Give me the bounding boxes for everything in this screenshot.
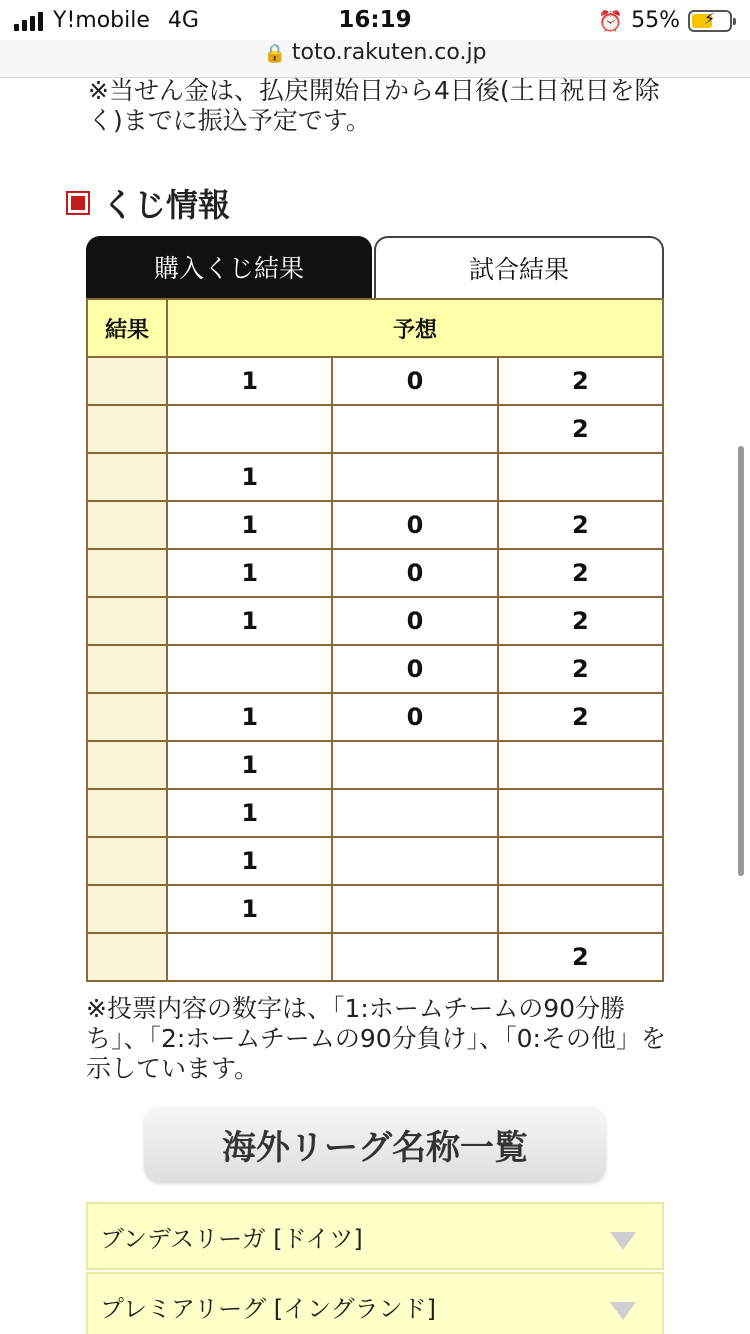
prediction-1-cell: 1 xyxy=(167,501,332,549)
table-row xyxy=(87,933,663,981)
accordion-premier-league[interactable] xyxy=(86,1272,664,1334)
prediction-0-cell xyxy=(332,789,497,837)
result-cell xyxy=(87,933,167,981)
battery-icon: ⚡ xyxy=(688,10,732,32)
prediction-2-cell: 2 xyxy=(498,645,663,693)
result-cell xyxy=(87,501,167,549)
table-row xyxy=(87,549,663,597)
table-row xyxy=(87,741,663,789)
status-right xyxy=(598,8,732,33)
table-row xyxy=(87,837,663,885)
carrier-label: Y!mobile xyxy=(53,8,150,33)
alarm-icon: ⏰ xyxy=(598,8,624,33)
prediction-0-cell xyxy=(332,933,497,981)
prediction-0-cell xyxy=(332,741,497,789)
table-row xyxy=(87,405,663,453)
table-row xyxy=(87,789,663,837)
result-cell xyxy=(87,597,167,645)
prediction-0-cell xyxy=(332,405,497,453)
header-prediction: 予想 xyxy=(167,299,663,357)
overseas-league-list-button[interactable]: 海外リーグ名称一覧 xyxy=(144,1106,606,1182)
table-row xyxy=(87,645,663,693)
prediction-2-cell: 2 xyxy=(498,597,663,645)
payout-note: ※当せん金は、払戻開始日から4日後(土日祝日を除く)までに振込予定です。 xyxy=(88,76,660,135)
accordion-bundesliga[interactable] xyxy=(86,1202,664,1270)
prediction-1-cell xyxy=(167,405,332,453)
prediction-2-cell: 2 xyxy=(498,549,663,597)
prediction-0-cell: 0 xyxy=(332,597,497,645)
status-bar xyxy=(0,0,750,44)
scrollbar[interactable] xyxy=(738,446,744,876)
prediction-2-cell xyxy=(498,741,663,789)
result-cell xyxy=(87,645,167,693)
prediction-1-cell xyxy=(167,645,332,693)
prediction-1-cell: 1 xyxy=(167,741,332,789)
table-row xyxy=(87,885,663,933)
prediction-table xyxy=(86,298,664,982)
prediction-1-cell xyxy=(167,933,332,981)
clock: 16:19 xyxy=(338,7,412,33)
table-row xyxy=(87,597,663,645)
table-row xyxy=(87,501,663,549)
prediction-2-cell: 2 xyxy=(498,933,663,981)
prediction-2-cell: 2 xyxy=(498,501,663,549)
prediction-1-cell: 1 xyxy=(167,549,332,597)
prediction-0-cell xyxy=(332,885,497,933)
prediction-1-cell: 1 xyxy=(167,357,332,405)
prediction-2-cell xyxy=(498,885,663,933)
section-title: くじ情報 xyxy=(102,186,231,224)
prediction-1-cell: 1 xyxy=(167,453,332,501)
accordion-label: ブンデスリーガ [ドイツ] xyxy=(100,1224,363,1253)
table-row xyxy=(87,357,663,405)
table-header-row xyxy=(87,299,663,357)
prediction-0-cell xyxy=(332,453,497,501)
header-result: 結果 xyxy=(87,299,167,357)
prediction-1-cell: 1 xyxy=(167,789,332,837)
result-cell xyxy=(87,693,167,741)
prediction-2-cell: 2 xyxy=(498,357,663,405)
legend-note: ※投票内容の数字は、「1:ホームチームの90分勝ち」、「2:ホームチームの90分負け」、「0:その他」を示しています。 xyxy=(86,994,666,1083)
result-cell xyxy=(87,453,167,501)
battery-percent: 55% xyxy=(631,8,680,33)
accordion-label: プレミアリーグ [イングランド] xyxy=(100,1294,436,1323)
prediction-0-cell: 0 xyxy=(332,357,497,405)
result-cell xyxy=(87,741,167,789)
red-square-icon xyxy=(66,191,90,215)
result-cell xyxy=(87,357,167,405)
prediction-2-cell: 2 xyxy=(498,405,663,453)
prediction-0-cell: 0 xyxy=(332,501,497,549)
table-row xyxy=(87,693,663,741)
tab-match-results[interactable]: 試合結果 xyxy=(374,236,664,298)
chevron-down-icon xyxy=(610,1302,636,1320)
prediction-0-cell: 0 xyxy=(332,693,497,741)
prediction-0-cell: 0 xyxy=(332,549,497,597)
prediction-2-cell xyxy=(498,789,663,837)
url-text: toto.rakuten.co.jp xyxy=(291,40,487,65)
lock-icon: 🔒 xyxy=(263,43,286,64)
result-cell xyxy=(87,549,167,597)
tab-purchased-results[interactable]: 購入くじ結果 xyxy=(86,236,372,298)
result-cell xyxy=(87,837,167,885)
prediction-2-cell xyxy=(498,837,663,885)
result-cell xyxy=(87,885,167,933)
prediction-1-cell: 1 xyxy=(167,693,332,741)
section-header xyxy=(66,180,230,226)
prediction-2-cell: 2 xyxy=(498,693,663,741)
prediction-0-cell: 0 xyxy=(332,645,497,693)
table-row xyxy=(87,453,663,501)
prediction-1-cell: 1 xyxy=(167,837,332,885)
address-bar[interactable] xyxy=(0,40,750,78)
result-cell xyxy=(87,405,167,453)
chevron-down-icon xyxy=(610,1232,636,1250)
prediction-2-cell xyxy=(498,453,663,501)
result-cell xyxy=(87,789,167,837)
prediction-1-cell: 1 xyxy=(167,597,332,645)
network-label: 4G xyxy=(167,8,199,33)
tab-bar xyxy=(86,236,664,298)
prediction-1-cell: 1 xyxy=(167,885,332,933)
prediction-0-cell xyxy=(332,837,497,885)
